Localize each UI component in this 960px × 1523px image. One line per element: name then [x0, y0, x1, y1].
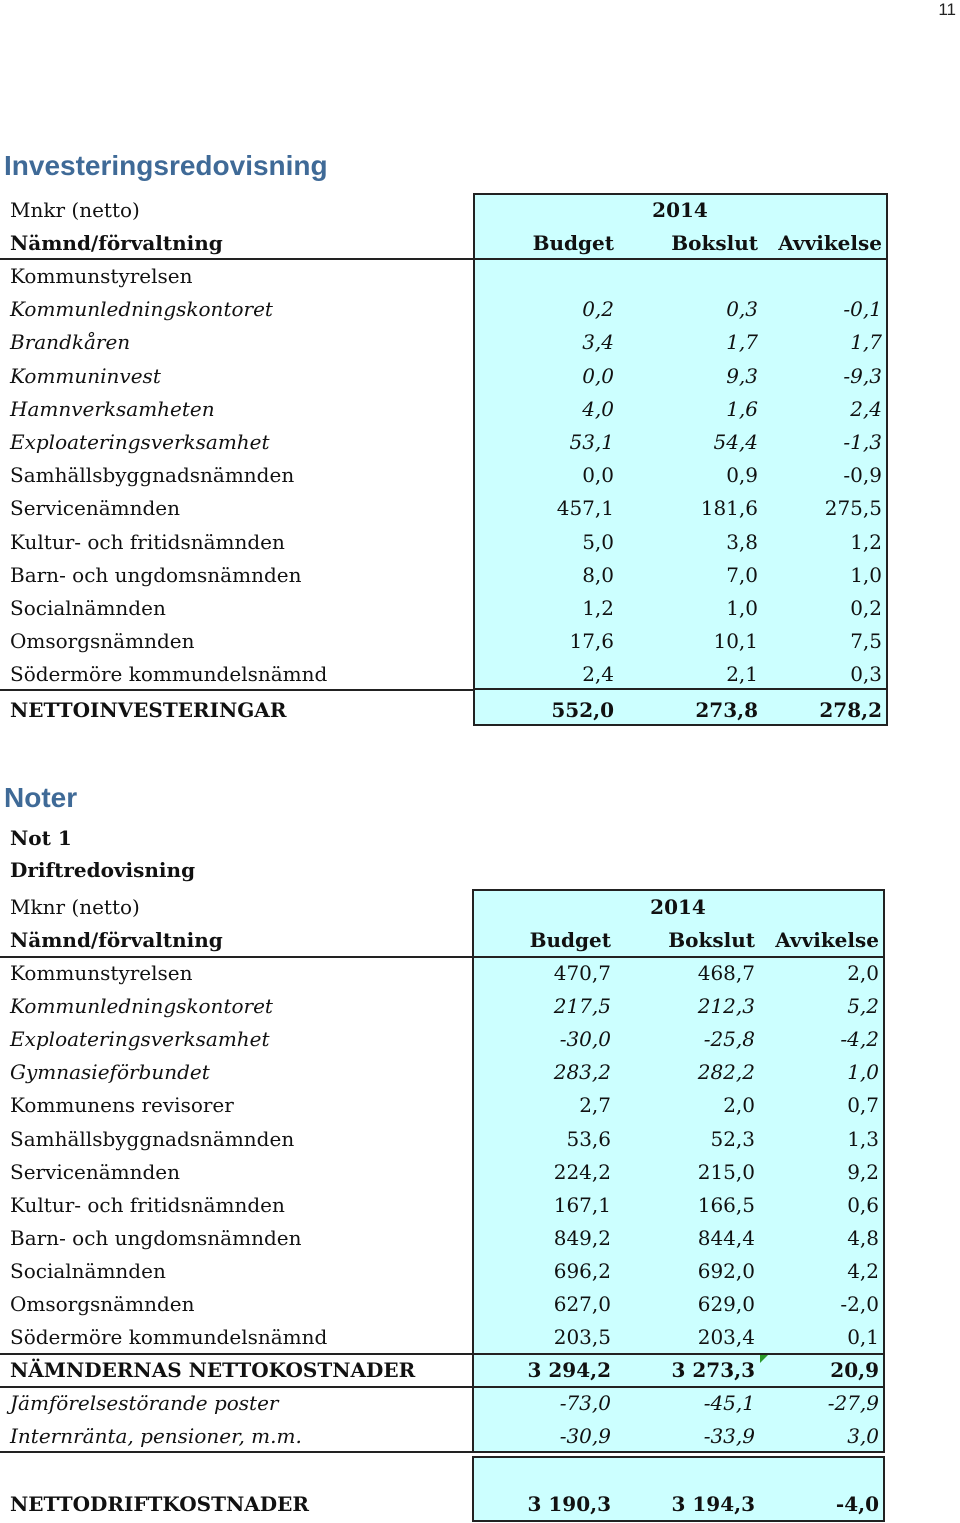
investments-row — [0, 592, 888, 625]
investments-bokslut-cell: 1,0 — [726, 596, 758, 620]
operations-extra-avvikelse-cell: -27,9 — [827, 1391, 879, 1415]
operations-extra-bokslut-cell: -33,9 — [703, 1424, 755, 1448]
investments-bokslut-cell: 0,3 — [726, 297, 758, 322]
investments-row — [0, 625, 888, 658]
note-label: Not 1 — [10, 826, 72, 850]
investments-label-cell: Kommuninvest — [10, 363, 161, 388]
operations-label-cell: Barn- och ungdomsnämnden — [10, 1225, 302, 1250]
investments-avvikelse-cell: 1,7 — [850, 330, 882, 355]
investments-bokslut-cell: 54,4 — [713, 430, 758, 454]
operations-col-avvikelse: Avvikelse — [775, 928, 879, 952]
investments-bokslut-cell: 181,6 — [700, 496, 758, 521]
investments-label-cell: Kommunledningskontoret — [10, 297, 273, 322]
operations-label-cell: Socialnämnden — [10, 1258, 166, 1283]
investments-avvikelse-cell: 1,0 — [850, 562, 882, 587]
investments-total-bokslut: 273,8 — [695, 698, 758, 722]
investments-label-cell: Samhällsbyggnadsnämnden — [10, 463, 295, 488]
operations-unit-row — [0, 891, 885, 924]
operations-bokslut-cell: 282,2 — [697, 1060, 755, 1085]
operations-subtotal-avvikelse: 20,9 — [830, 1358, 879, 1382]
operations-subtotal-row — [0, 1354, 885, 1387]
operations-total-avvikelse: -4,0 — [835, 1492, 879, 1516]
operations-avvikelse-cell: 1,0 — [847, 1060, 879, 1085]
investments-label-cell: Kommunstyrelsen — [10, 264, 193, 288]
operations-label-cell: Kommunledningskontoret — [10, 994, 273, 1019]
investments-bokslut-cell: 3,8 — [726, 529, 758, 554]
operations-label-cell: Omsorgsnämnden — [10, 1292, 195, 1316]
investments-avvikelse-cell: -0,1 — [843, 297, 882, 322]
investments-col-budget: Budget — [532, 231, 614, 255]
operations-bokslut-cell: 215,0 — [697, 1159, 755, 1184]
investments-budget-cell: 1,2 — [582, 596, 614, 620]
operations-label-cell: Kommunstyrelsen — [10, 961, 193, 985]
operations-bokslut-cell: 212,3 — [697, 994, 755, 1019]
operations-avvikelse-cell: 0,1 — [847, 1325, 879, 1350]
operations-unit-label: Mknr (netto) — [10, 895, 140, 919]
investments-avvikelse-cell: -9,3 — [843, 363, 882, 388]
note-title: Driftredovisning — [10, 858, 196, 882]
operations-budget-cell: 849,2 — [553, 1225, 611, 1250]
investments-label-cell: Hamnverksamheten — [10, 396, 215, 421]
operations-label-cell: Servicenämnden — [10, 1159, 180, 1184]
operations-extra-row — [0, 1387, 885, 1420]
operations-row — [0, 990, 885, 1023]
operations-row — [0, 1089, 885, 1122]
operations-budget-cell: -30,0 — [559, 1027, 611, 1052]
investments-total-label: NETTOINVESTERINGAR — [10, 698, 287, 722]
operations-budget-cell: 53,6 — [566, 1126, 611, 1151]
operations-extra-avvikelse-cell: 3,0 — [847, 1424, 879, 1448]
investments-bokslut-cell: 9,3 — [726, 363, 758, 388]
investments-label-cell: Exploateringsverksamhet — [10, 430, 270, 454]
operations-avvikelse-cell: 0,6 — [847, 1192, 879, 1217]
investments-budget-cell: 2,4 — [582, 662, 614, 687]
operations-extra-label-cell: Jämförelsestörande poster — [10, 1391, 279, 1415]
operations-total-bokslut: 3 194,3 — [671, 1492, 755, 1516]
investments-avvikelse-cell: -0,9 — [843, 463, 882, 488]
operations-label-cell: Kommunens revisorer — [10, 1093, 234, 1118]
investments-row — [0, 426, 888, 459]
operations-row — [0, 1156, 885, 1189]
operations-label-cell: Gymnasieförbundet — [10, 1060, 210, 1085]
investments-bokslut-cell: 2,1 — [726, 662, 758, 687]
operations-subtotal-budget: 3 294,2 — [527, 1358, 611, 1382]
investments-budget-cell: 0,0 — [582, 463, 614, 488]
investments-total-row — [0, 694, 888, 727]
operations-avvikelse-cell: 5,2 — [847, 994, 879, 1019]
operations-budget-cell: 2,7 — [579, 1093, 611, 1118]
operations-budget-cell: 470,7 — [553, 961, 611, 985]
investments-row — [0, 559, 888, 592]
investments-total-avvikelse: 278,2 — [819, 698, 882, 722]
operations-bokslut-cell: 692,0 — [697, 1258, 755, 1283]
operations-avvikelse-cell: -4,2 — [840, 1027, 879, 1052]
investments-label-cell: Omsorgsnämnden — [10, 629, 195, 654]
investments-row — [0, 459, 888, 492]
operations-extra-bokslut-cell: -45,1 — [703, 1391, 755, 1415]
operations-col-budget: Budget — [529, 928, 611, 952]
notes-heading: Noter — [4, 782, 78, 813]
operations-bokslut-cell: 844,4 — [697, 1225, 755, 1250]
operations-row — [0, 1023, 885, 1056]
operations-budget-cell: 167,1 — [553, 1192, 611, 1217]
operations-col-bokslut: Bokslut — [668, 928, 755, 952]
operations-avvikelse-cell: 2,0 — [847, 961, 879, 985]
investments-row — [0, 526, 888, 559]
investments-avvikelse-cell: 275,5 — [824, 496, 882, 521]
investments-avvikelse-cell: 0,2 — [850, 596, 882, 620]
investments-bokslut-cell: 7,0 — [726, 562, 758, 587]
investments-avvikelse-cell: 1,2 — [850, 529, 882, 554]
investments-budget-cell: 0,2 — [582, 297, 614, 322]
page-number: 11 — [938, 0, 956, 19]
operations-budget-cell: 203,5 — [553, 1325, 611, 1350]
investments-year: 2014 — [652, 198, 708, 222]
operations-avvikelse-cell: 4,2 — [847, 1258, 879, 1283]
operations-budget-cell: 283,2 — [553, 1060, 611, 1085]
operations-col-name: Nämnd/förvaltning — [10, 928, 223, 952]
investments-label-cell: Socialnämnden — [10, 596, 166, 620]
operations-avvikelse-cell: 9,2 — [847, 1159, 879, 1184]
investments-row — [0, 293, 888, 326]
investments-budget-cell: 457,1 — [556, 496, 614, 521]
investments-label-cell: Barn- och ungdomsnämnden — [10, 562, 302, 587]
operations-row — [0, 957, 885, 990]
investments-bokslut-cell: 1,6 — [726, 396, 758, 421]
operations-row — [0, 1222, 885, 1255]
investments-budget-cell: 53,1 — [569, 430, 614, 454]
investments-row — [0, 393, 888, 426]
investments-budget-cell: 5,0 — [582, 529, 614, 554]
operations-extra-budget-cell: -30,9 — [559, 1424, 611, 1448]
investments-budget-cell: 4,0 — [582, 396, 614, 421]
operations-budget-cell: 224,2 — [553, 1159, 611, 1184]
operations-bokslut-cell: 629,0 — [697, 1292, 755, 1316]
investments-avvikelse-cell: 2,4 — [850, 396, 882, 421]
operations-avvikelse-cell: 1,3 — [847, 1126, 879, 1151]
operations-total-label: NETTODRIFTKOSTNADER — [10, 1492, 310, 1516]
investments-col-avvikelse: Avvikelse — [778, 231, 882, 255]
investments-row — [0, 260, 888, 293]
operations-budget-cell: 217,5 — [553, 994, 611, 1019]
operations-row — [0, 1123, 885, 1156]
investments-avvikelse-cell: 0,3 — [850, 662, 882, 687]
investments-label-cell: Kultur- och fritidsnämnden — [10, 529, 285, 554]
investments-avvikelse-cell: -1,3 — [843, 430, 882, 454]
operations-bokslut-cell: 2,0 — [723, 1093, 755, 1118]
operations-label-cell: Exploateringsverksamhet — [10, 1027, 270, 1052]
investments-row — [0, 492, 888, 525]
investments-unit-label: Mnkr (netto) — [10, 198, 140, 222]
investments-heading: Investeringsredovisning — [4, 150, 328, 181]
investments-col-bokslut: Bokslut — [671, 231, 758, 255]
operations-total-row — [0, 1488, 885, 1521]
operations-row — [0, 1056, 885, 1089]
investments-row — [0, 658, 888, 691]
operations-year: 2014 — [650, 895, 706, 919]
operations-bokslut-cell: 203,4 — [697, 1325, 755, 1350]
operations-bokslut-cell: 166,5 — [697, 1192, 755, 1217]
operations-row — [0, 1189, 885, 1222]
investments-bokslut-cell: 10,1 — [713, 629, 758, 654]
operations-column-header — [0, 924, 885, 957]
operations-avvikelse-cell: -2,0 — [840, 1292, 879, 1316]
investments-col-name: Nämnd/förvaltning — [10, 231, 223, 255]
investments-budget-cell: 17,6 — [569, 629, 614, 654]
operations-subtotal-bokslut: 3 273,3 — [671, 1358, 755, 1382]
operations-row — [0, 1321, 885, 1354]
investments-avvikelse-cell: 7,5 — [850, 629, 882, 654]
operations-row — [0, 1255, 885, 1288]
operations-avvikelse-cell: 4,8 — [847, 1225, 879, 1250]
investments-bokslut-cell: 0,9 — [726, 463, 758, 488]
operations-budget-cell: 696,2 — [553, 1258, 611, 1283]
investments-label-cell: Brandkåren — [10, 330, 131, 355]
operations-row — [0, 1288, 885, 1321]
operations-bokslut-cell: 468,7 — [697, 961, 755, 985]
operations-budget-cell: 627,0 — [553, 1292, 611, 1316]
operations-subtotal-label: NÄMNDERNAS NETTOKOSTNADER — [10, 1358, 416, 1382]
operations-extra-label-cell: Internränta, pensioner, m.m. — [10, 1424, 302, 1448]
operations-bokslut-cell: 52,3 — [710, 1126, 755, 1151]
investments-budget-cell: 8,0 — [582, 562, 614, 587]
investments-row — [0, 326, 888, 359]
operations-total-budget: 3 190,3 — [527, 1492, 611, 1516]
investments-budget-cell: 0,0 — [582, 363, 614, 388]
investments-row — [0, 360, 888, 393]
operations-label-cell: Södermöre kommundelsnämnd — [10, 1325, 328, 1350]
investments-label-cell: Servicenämnden — [10, 496, 180, 521]
investments-budget-cell: 3,4 — [582, 330, 614, 355]
investments-unit-row — [0, 194, 888, 227]
investments-total-budget: 552,0 — [551, 698, 614, 722]
operations-extra-row — [0, 1420, 885, 1453]
operations-avvikelse-cell: 0,7 — [847, 1093, 879, 1118]
operations-label-cell: Kultur- och fritidsnämnden — [10, 1192, 285, 1217]
investments-column-header — [0, 227, 888, 260]
investments-bokslut-cell: 1,7 — [726, 330, 758, 355]
operations-label-cell: Samhällsbyggnadsnämnden — [10, 1126, 295, 1151]
operations-bokslut-cell: -25,8 — [703, 1027, 755, 1052]
investments-label-cell: Södermöre kommundelsnämnd — [10, 662, 328, 687]
operations-extra-budget-cell: -73,0 — [559, 1391, 611, 1415]
